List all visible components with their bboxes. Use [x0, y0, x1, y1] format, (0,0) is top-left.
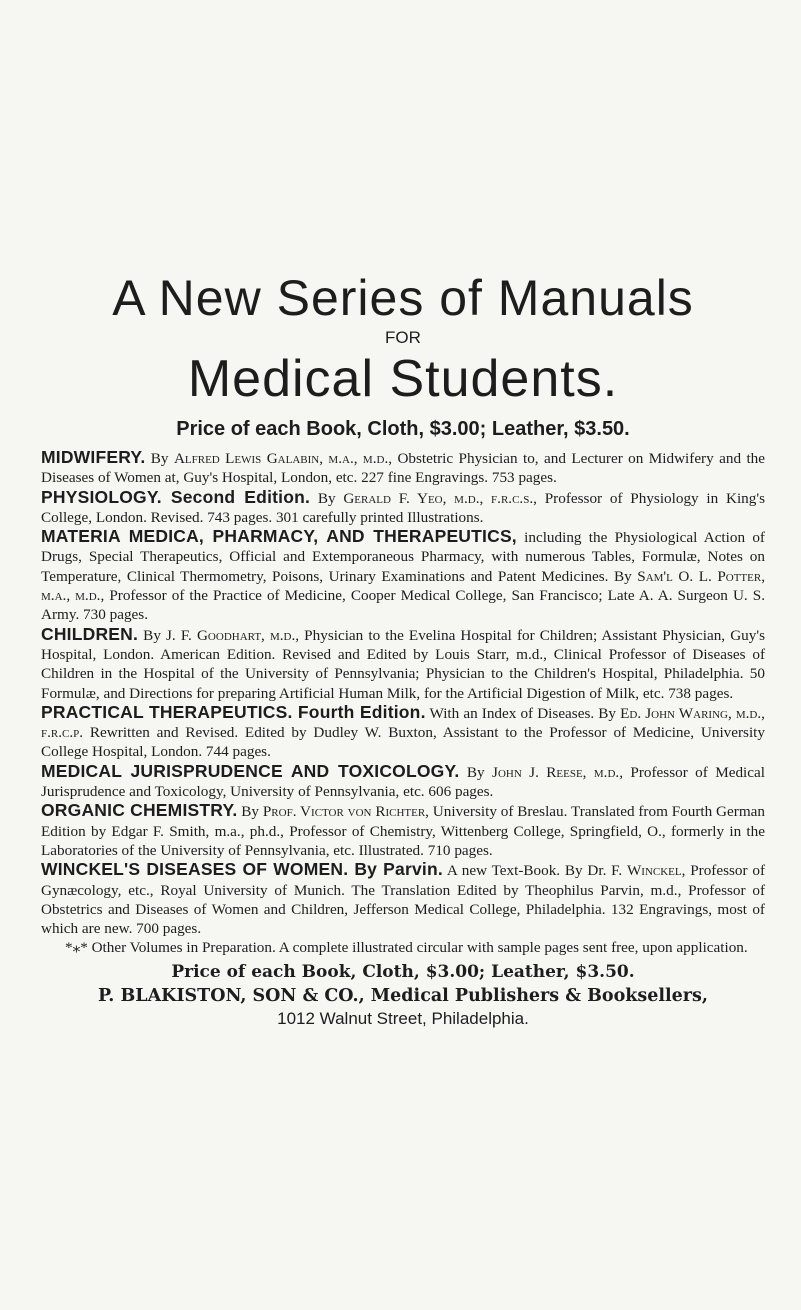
book-description: , University of Breslau. Translated from Fourth German Edition by Edgar F. Smith, m.a., ph.d., Professor of Chemistry, Wittenberg College, Springfield, O., formerly in the Laboratories of the University of Pennsylvania, etc. Illustrated. 710 pages.: [41, 803, 765, 859]
footer-price-line: Price of each Book, Cloth, $3.00; Leather, $3.50.: [171, 961, 635, 982]
book-description: , Professor of the Practice of Medicine, Cooper Medical College, San Francisco; Late A. A. Surgeon U. S. Army. 730 pages.: [41, 587, 765, 624]
series-subtitle: Medical Students.: [187, 350, 619, 408]
book-author: John J. Reese, m.d.: [492, 763, 620, 781]
book-heading: MIDWIFERY.: [41, 447, 146, 467]
book-entry-organic-chemistry: [41, 801, 765, 860]
series-title: A New Series of Manuals: [112, 270, 694, 326]
publisher-name: P. BLAKISTON, SON & CO., Medical Publishers & Booksellers,: [98, 985, 708, 1006]
book-pre: By: [145, 450, 174, 467]
book-author: Sam'l O. L. Potter, m.a., m.d.: [41, 567, 765, 605]
book-description: , Professor of Physiology in King's College, London. Revised. 743 pages. 301 carefully printed Illustrations.: [41, 489, 766, 526]
book-author: Winckel: [626, 862, 682, 880]
price-line: Price of each Book, Cloth, $3.00; Leather, $3.50.: [176, 418, 630, 440]
book-entry-materia-medica: [41, 527, 765, 624]
book-heading: MEDICAL JURISPRUDENCE AND TOXICOLOGY.: [41, 760, 460, 781]
book-author: Prof. Victor von Richter: [262, 803, 426, 821]
book-entry-winckel: [41, 860, 765, 938]
preparation-note: *⁎* Other Volumes in Preparation. A complete illustrated circular with sample pages sent free, upon application.: [65, 939, 748, 957]
book-pre: With an Index of Diseases. By: [425, 704, 621, 722]
publisher-address: 1012 Walnut Street, Philadelphia.: [277, 1008, 529, 1028]
book-pre: By: [310, 489, 344, 507]
book-heading: ORGANIC CHEMISTRY.: [41, 800, 238, 821]
book-heading: WINCKEL'S DISEASES OF WOMEN. By Parvin.: [41, 859, 443, 880]
book-heading: CHILDREN.: [41, 623, 139, 644]
book-description: , Professor of Medical Jurisprudence and Toxicology, University of Pennsylvania, etc. 606 pages.: [41, 763, 765, 801]
book-pre: By: [237, 803, 263, 821]
book-list: [41, 448, 765, 938]
book-entry-children: [41, 625, 765, 703]
title-connector: FOR: [385, 328, 421, 347]
book-author: Ed. John Waring, m.d., f.r.c.p.: [41, 704, 765, 742]
book-entry-jurisprudence: [41, 762, 765, 802]
book-author: Gerald F. Yeo, m.d., f.r.c.s.: [343, 489, 534, 507]
book-entry-midwifery: [41, 448, 765, 488]
book-pre: including the Physiological Action of Drugs, Special Therapeutics, Official and Extemporaneous Pharmacy, with numerous Tables, Formulæ, Notes on Temperature, Clinical Thermometry, Poisons, Urinary Examinations and Patent Medicines. By: [41, 529, 765, 585]
book-author: Goodhart, m.d.: [196, 626, 296, 644]
book-pre: By J. F.: [138, 626, 197, 644]
book-heading: MATERIA MEDICA, PHARMACY, AND THERAPEUTICS,: [41, 526, 517, 547]
book-entry-physiology: [41, 488, 765, 528]
book-description: Rewritten and Revised. Edited by Dudley W. Buxton, Assistant to the Professor of Medicine, University College Hospital, London. 744 pages.: [41, 724, 765, 761]
book-author: Alfred Lewis Galabin, m.a., m.d.: [173, 450, 389, 467]
book-description: , Obstetric Physician to, and Lecturer on Midwifery and the Diseases of Women at, Guy's Hospital, London, etc. 227 fine Engravings. 753 pages.: [41, 450, 765, 487]
book-pre: A new Text-Book. By Dr. F.: [442, 862, 627, 880]
book-description: , Physician to the Evelina Hospital for Children; Assistant Physician, Guy's Hospital, London. American Edition. Revised and Edited by Louis Starr, m.d., Clinical Professor of Diseases of Children in the Hospital of the University of Pennsylvania; Physician to the Children's Hospital, Philadelphia. 50 Formulæ, and Directions for preparing Artificial Human Milk, for the Artificial Digestion of Milk, etc. 738 pages.: [41, 626, 765, 702]
book-description: , Professor of Gynæcology, etc., Royal University of Munich. The Translation Edited by Theophilus Parvin, m.d., Professor of Obstetrics and Diseases of Women and Children, Jefferson Medical College, Philadelphia. 132 Engravings, most of which are new. 700 pages.: [41, 862, 765, 938]
book-entry-practical-therapeutics: [41, 703, 765, 762]
book-heading: PHYSIOLOGY. Second Edition.: [41, 486, 311, 507]
book-pre: By: [459, 763, 493, 781]
book-heading: PRACTICAL THERAPEUTICS. Fourth Edition.: [41, 701, 426, 722]
